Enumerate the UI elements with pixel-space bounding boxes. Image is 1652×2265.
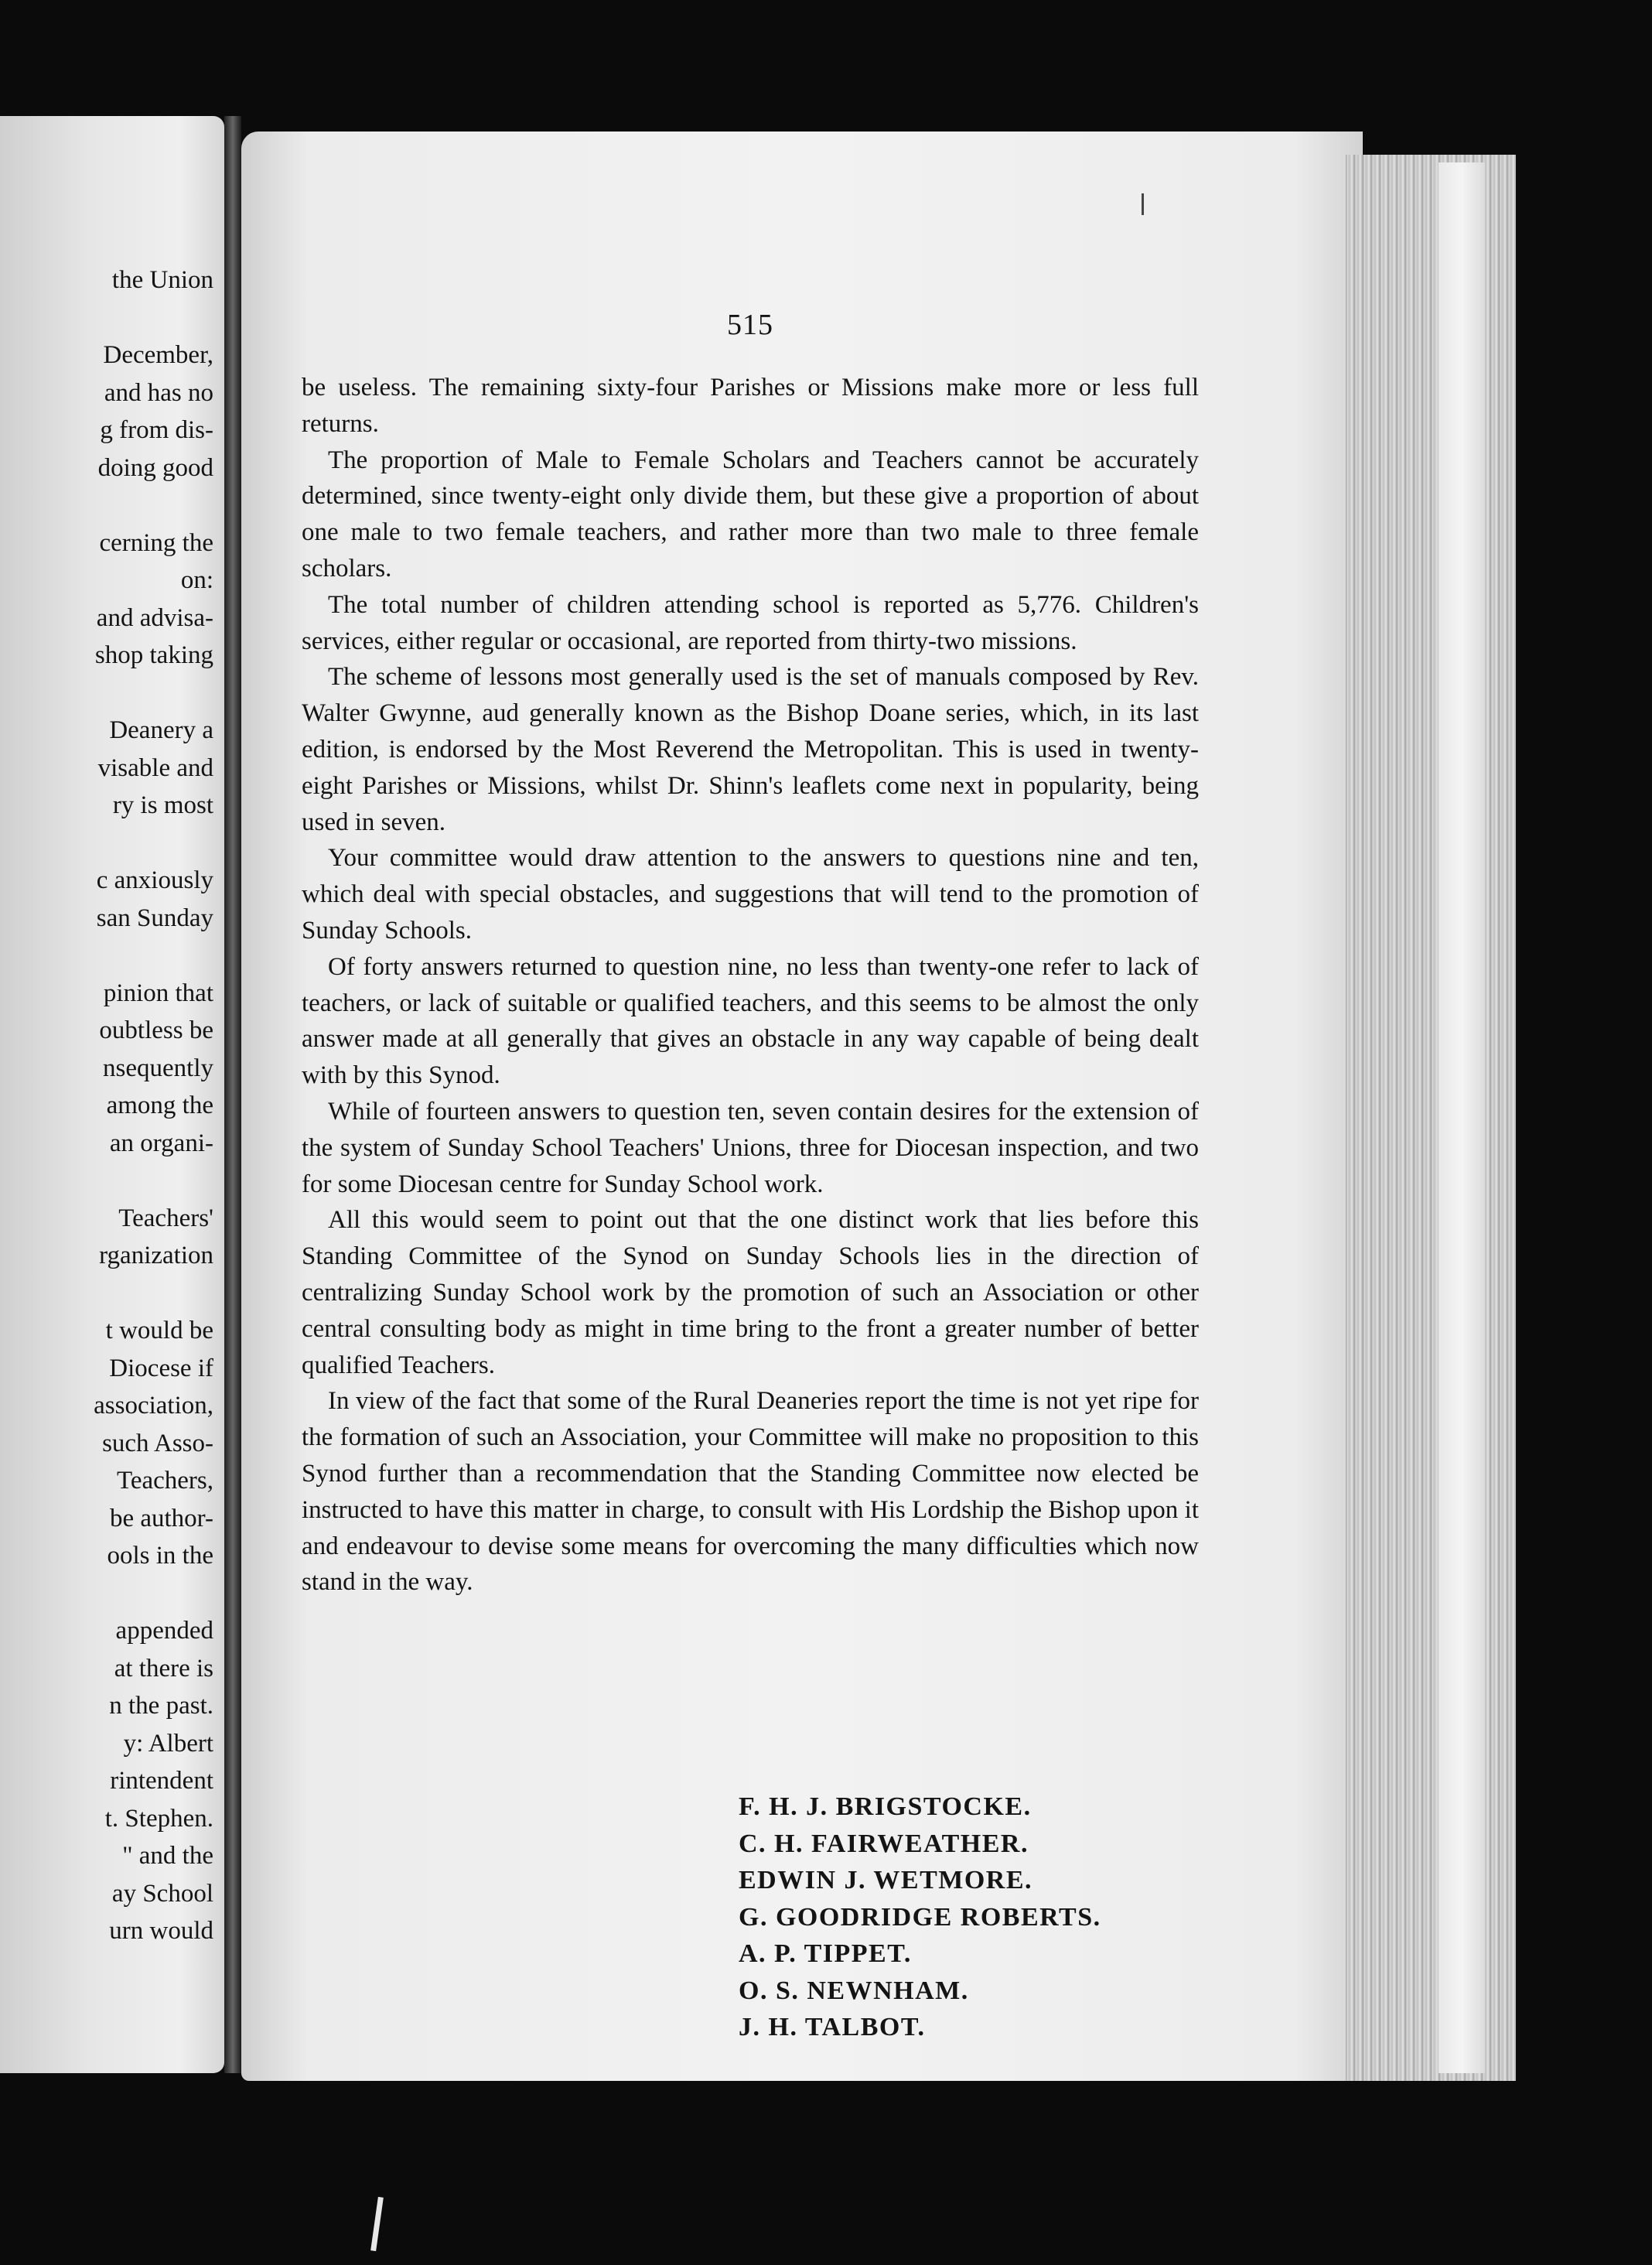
paragraph: The proportion of Male to Female Scholars and Teachers cannot be accurately determined, since twenty-eight only divide them, but these give a proportion of about one male to two female teachers, and rather more than two male to three female scholars. <box>302 446 1199 582</box>
left-page-line: y: Albert <box>123 1729 213 1758</box>
margin-mark <box>1142 193 1144 215</box>
paragraph: All this would seem to point out that the one distinct work that lies before this Standing Committee of the Synod on Sunday Schools lies in the direction of centralizing Sunday School work by the promotion of such an Association or other central consulting body as might in time bring to the front a greater number of better qualified Teachers. <box>302 1206 1199 1379</box>
signature-name: A. P. TIPPET. <box>739 1939 912 1968</box>
page-number: 515 <box>727 309 773 341</box>
paragraph: In view of the fact that some of the Rural Deaneries report the time is not yet ripe for the formation of such an Association, your Committee will make no proposition to this Synod further than a recommendation that the Standing Committee now elected be instructed to have this matter in charge, to consult with His Lordship the Bishop upon it and endeavour to devise some means for overcoming the many difficulties which now stand in the way. <box>302 1387 1199 1597</box>
left-page-line: the Union <box>111 266 213 294</box>
left-page-line: " and the <box>122 1842 213 1870</box>
left-page-line: and has no <box>104 378 213 407</box>
left-page-line: ools in the <box>107 1542 213 1570</box>
left-page-line: ry is most <box>112 791 213 819</box>
left-page <box>0 116 224 2073</box>
paragraph: Of forty answers returned to question nine, no less than twenty-one refer to lack of teachers, or lack of suitable or qualified teachers, and this seems to be almost the only answer made at all generally that gives an obstacle in any way capable of being dealt with by this Synod. <box>302 952 1199 1090</box>
book-gutter <box>224 116 241 2073</box>
signature-block <box>739 1788 1101 2046</box>
left-page-line: nsequently <box>103 1054 213 1082</box>
paragraph: Your committee would draw attention to the answers to questions nine and ten, which deal with special obstacles, and suggestions that will tend to the promotion of Sunday Schools. <box>302 844 1199 945</box>
left-page-line: n the past. <box>109 1692 213 1720</box>
film-scratch <box>370 2197 384 2251</box>
left-page-line: appended <box>115 1617 213 1645</box>
left-page-line: c anxiously <box>96 866 213 894</box>
left-page-line: association, <box>94 1392 213 1419</box>
signature-name: J. H. TALBOT. <box>739 2013 926 2041</box>
paragraph: The total number of children attending school is reported as 5,776. Children's services, either regular or occasional, are reported from thirty-two missions. <box>302 590 1199 655</box>
paragraph: While of fourteen answers to question ten, seven contain desires for the extension of the system of Sunday School Teachers' Unions, three for Diocesan inspection, and two for some Diocesan centre for Sunday School work. <box>302 1097 1199 1198</box>
left-page-line: such Asso- <box>102 1429 213 1457</box>
signature-name: G. GOODRIDGE ROBERTS. <box>739 1902 1101 1932</box>
left-page-line: t. Stephen. <box>104 1804 213 1833</box>
left-page-line: san Sunday <box>96 904 213 932</box>
left-page-line: cerning the <box>99 528 213 557</box>
paragraph: The scheme of lessons most generally used is the set of manuals composed by Rev. Walter Gwynne, aud generally known as the Bishop Doane series, which, in its last edition, is endorsed by the Most Reverend the Metropolitan. This is used in twenty-eight Parishes or Missions, whilst Dr. Shinn's leaflets come next in popularity, being used in seven. <box>302 663 1199 836</box>
left-page-line: visable and <box>97 753 213 782</box>
left-page-line: urn would <box>109 1917 213 1945</box>
page-edges <box>1346 155 1516 2081</box>
left-page-line: an organi- <box>109 1129 213 1157</box>
left-page-line: Teachers' <box>118 1204 213 1232</box>
left-page-line: g from dis- <box>100 416 213 444</box>
left-page-line: be author- <box>109 1504 213 1532</box>
signature-name: O. S. NEWNHAM. <box>739 1976 969 2005</box>
left-page-line: oubtless be <box>99 1016 213 1044</box>
left-page-line: rganization <box>99 1242 213 1269</box>
paragraph: be useless. The remaining sixty-four Parishes or Missions make more or less full returns. <box>302 374 1199 438</box>
body-text <box>302 370 1199 1601</box>
left-page-line: pinion that <box>103 979 213 1007</box>
left-page-line: December, <box>103 341 213 369</box>
left-page-line: Deanery a <box>109 716 213 744</box>
left-page-line: at there is <box>114 1654 213 1683</box>
left-page-line: ay School <box>111 1879 213 1908</box>
signature-name: F. H. J. BRIGSTOCKE. <box>739 1792 1032 1821</box>
left-page-line: Teachers, <box>116 1467 213 1495</box>
signature-name: C. H. FAIRWEATHER. <box>739 1829 1029 1858</box>
left-page-line: shop taking <box>94 641 213 669</box>
left-page-line: t would be <box>105 1317 213 1344</box>
left-page-line: Diocese if <box>109 1354 213 1382</box>
left-page-line: rintendent <box>110 1767 213 1795</box>
left-page-line: doing good <box>97 453 213 482</box>
left-page-line: among the <box>106 1092 213 1119</box>
signature-name: EDWIN J. WETMORE. <box>739 1866 1033 1894</box>
left-page-line: on: <box>180 566 213 594</box>
left-page-line: and advisa- <box>96 603 213 632</box>
